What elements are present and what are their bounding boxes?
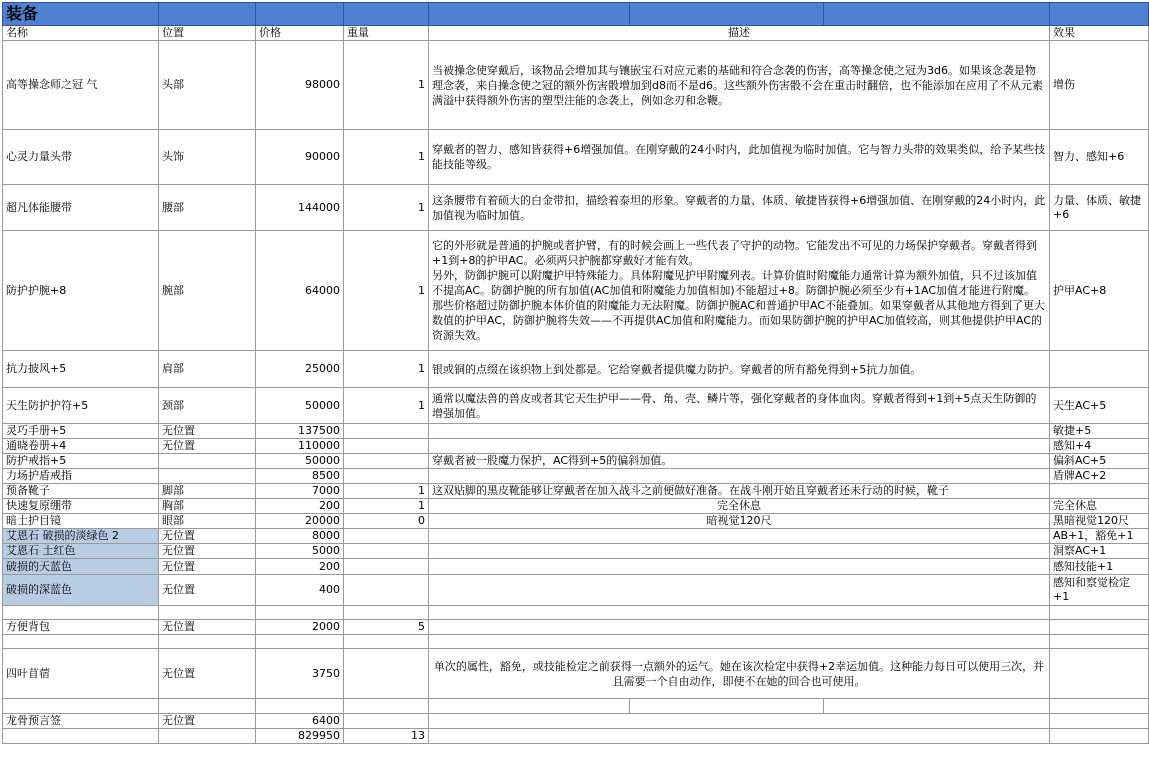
item-effect[interactable]: 感知和察觉检定+1: [1050, 575, 1149, 606]
blank-cell[interactable]: [3, 729, 159, 744]
table-row: [3, 185, 1149, 231]
blank-cell[interactable]: [1050, 729, 1149, 744]
item-description[interactable]: [429, 130, 1050, 185]
item-price[interactable]: 5000: [256, 544, 344, 559]
title-blank-cell[interactable]: [344, 3, 429, 26]
item-price[interactable]: 7000: [256, 484, 344, 499]
sheet-title[interactable]: 装备: [3, 3, 159, 26]
item-effect[interactable]: 洞察AC+1: [1050, 544, 1149, 559]
item-position[interactable]: 无位置: [159, 575, 256, 606]
item-description[interactable]: [429, 351, 1050, 388]
item-price[interactable]: 8000: [256, 529, 344, 544]
equipment-sheet: [2, 2, 1149, 744]
item-position[interactable]: 头饰: [159, 130, 256, 185]
table-row: [3, 529, 1149, 544]
item-description[interactable]: 穿戴者被一股魔力保护，AC得到+5的偏斜加值。: [429, 454, 1050, 469]
item-effect[interactable]: 盾牌AC+2: [1050, 469, 1149, 484]
item-name[interactable]: 高等操念师之冠 气: [3, 41, 159, 130]
item-effect[interactable]: 智力、感知+6: [1050, 130, 1149, 185]
table-row: [3, 41, 1149, 130]
item-description[interactable]: [429, 649, 1050, 699]
item-price[interactable]: 25000: [256, 351, 344, 388]
blank-cell[interactable]: [159, 635, 256, 649]
blank-cell[interactable]: [256, 635, 344, 649]
item-position[interactable]: 无位置: [159, 544, 256, 559]
item-description[interactable]: [429, 575, 1050, 606]
item-weight[interactable]: [344, 439, 429, 454]
item-effect[interactable]: 偏斜AC+5: [1050, 454, 1149, 469]
item-weight[interactable]: [344, 714, 429, 729]
table-row: [3, 130, 1149, 185]
item-position[interactable]: 无位置: [159, 620, 256, 635]
table-row: [3, 439, 1149, 454]
blank-cell[interactable]: [3, 606, 159, 620]
item-name[interactable]: 方便背包: [3, 620, 159, 635]
title-row: [3, 3, 1149, 26]
blank-cell[interactable]: [344, 635, 429, 649]
item-weight[interactable]: [344, 544, 429, 559]
item-position[interactable]: 头部: [159, 41, 256, 130]
item-name[interactable]: 龙骨预言签: [3, 714, 159, 729]
item-price[interactable]: 6400: [256, 714, 344, 729]
item-price[interactable]: 20000: [256, 514, 344, 529]
table-row: [3, 499, 1149, 514]
table-row: [3, 559, 1149, 575]
title-blank-cell[interactable]: [1050, 3, 1149, 26]
item-position[interactable]: 无位置: [159, 439, 256, 454]
blank-cell[interactable]: [429, 606, 1050, 620]
item-description[interactable]: 暗视觉120尺: [429, 514, 1050, 529]
blank-cell[interactable]: [429, 635, 1050, 649]
item-effect[interactable]: 感知技能+1: [1050, 559, 1149, 575]
item-price[interactable]: 400: [256, 575, 344, 606]
item-position[interactable]: 腕部: [159, 231, 256, 351]
item-weight[interactable]: [344, 529, 429, 544]
item-weight[interactable]: [344, 575, 429, 606]
item-name[interactable]: 破损的深蓝色: [3, 575, 159, 606]
item-price[interactable]: 98000: [256, 41, 344, 130]
item-description[interactable]: [429, 469, 1050, 484]
item-weight[interactable]: [344, 454, 429, 469]
item-effect[interactable]: 黑暗视觉120尺: [1050, 514, 1149, 529]
blank-cell[interactable]: [344, 699, 429, 714]
blank-cell[interactable]: [630, 699, 824, 714]
item-name[interactable]: 破损的天蓝色: [3, 559, 159, 575]
item-weight[interactable]: 5: [344, 620, 429, 635]
item-description-text: 银或铜的点缀在该织物上到处都是。它给穿戴者提供魔力防护。穿戴者的所有豁免得到+5抗力加值。: [432, 362, 922, 376]
blank-cell[interactable]: [824, 699, 1050, 714]
item-description-text: 这条腰带有着硕大的白金带扣，描绘着泰坦的形象。穿戴者的力量、体质、敏捷皆获得+6增强加值、在刚穿戴的24小时内，此加值视为临时加值。: [432, 193, 1046, 222]
item-position[interactable]: 无位置: [159, 649, 256, 699]
item-weight[interactable]: 1: [344, 231, 429, 351]
item-name[interactable]: 防护戒指+5: [3, 454, 159, 469]
title-blank-cell[interactable]: [824, 3, 1050, 26]
item-name[interactable]: 力场护盾戒指: [3, 469, 159, 484]
item-name[interactable]: 抗力披风+5: [3, 351, 159, 388]
item-position[interactable]: 无位置: [159, 714, 256, 729]
blank-cell[interactable]: [256, 606, 344, 620]
item-description[interactable]: 完全休息: [429, 499, 1050, 514]
item-weight[interactable]: 1: [344, 351, 429, 388]
item-position[interactable]: 肩部: [159, 351, 256, 388]
item-price[interactable]: 144000: [256, 185, 344, 231]
blank-row: [3, 635, 1149, 649]
table-row: [3, 620, 1149, 635]
item-price[interactable]: 2000: [256, 620, 344, 635]
item-effect[interactable]: 天生AC+5: [1050, 388, 1149, 424]
item-position[interactable]: [159, 469, 256, 484]
item-effect[interactable]: [1050, 620, 1149, 635]
title-blank-cell[interactable]: [429, 3, 630, 26]
item-description[interactable]: [429, 41, 1050, 130]
title-blank-cell[interactable]: [256, 3, 344, 26]
item-description-text: 它的外形就是普通的护腕或者护臂，有的时候会画上一些代表了守护的动物。它能发出不可见的力场保护穿戴者。穿戴者得到+1到+8的护甲AC。必须两只护腕都穿戴好才能有效。 另外，防御护腕可以附魔护甲特殊能力。具体附魔见护甲附魔列表。计算价值时附魔能力通常计算为额外加值，只不过该加值不提高AC。防御护腕的所有加值(AC加值和附魔能力加值相加)不能超过+8。防御护腕必须至少有+1AC加值才能进行附魔。那些价格超过防御护腕本体价值的附魔能力无法附魔。防御护腕AC和普通护甲AC不能叠加。如果穿戴者从其他地方得到了更大数值的护甲AC，防御护腕将失效——不再提供AC加值和附魔能力。而如果防御护腕的护甲AC加值较高，则其他提供护甲AC的资源失效。: [432, 239, 1046, 342]
item-position[interactable]: 脚部: [159, 484, 256, 499]
item-weight[interactable]: 1: [344, 185, 429, 231]
blank-cell[interactable]: [1050, 699, 1149, 714]
item-effect[interactable]: 增伤: [1050, 41, 1149, 130]
item-price[interactable]: 137500: [256, 424, 344, 439]
item-name[interactable]: 天生防护护符+5: [3, 388, 159, 424]
header-position[interactable]: 位置: [159, 26, 256, 41]
item-name[interactable]: 心灵力量头带: [3, 130, 159, 185]
item-effect[interactable]: 敏捷+5: [1050, 424, 1149, 439]
table-row: [3, 469, 1149, 484]
item-position[interactable]: 眼部: [159, 514, 256, 529]
table-row: [3, 351, 1149, 388]
item-price[interactable]: 90000: [256, 130, 344, 185]
item-name[interactable]: 防护护腕+8: [3, 231, 159, 351]
item-price[interactable]: 8500: [256, 469, 344, 484]
blank-cell[interactable]: [3, 699, 159, 714]
item-price[interactable]: 50000: [256, 454, 344, 469]
item-description[interactable]: [429, 424, 1050, 439]
item-weight[interactable]: 1: [344, 499, 429, 514]
item-name[interactable]: 暗士护目镜: [3, 514, 159, 529]
item-effect[interactable]: [1050, 649, 1149, 699]
item-description[interactable]: [429, 388, 1050, 424]
item-effect[interactable]: 感知+4: [1050, 439, 1149, 454]
item-description-text: 通常以魔法兽的兽皮或者其它天生护甲——骨、角、壳、鳞片等，强化穿戴者的身体血肉。穿戴者得到+1到+5点天生防御的增强加值。: [432, 391, 1037, 420]
total-price[interactable]: 829950: [256, 729, 344, 744]
item-price[interactable]: 64000: [256, 231, 344, 351]
blank-cell[interactable]: [3, 635, 159, 649]
item-name[interactable]: 灵巧手册+5: [3, 424, 159, 439]
item-name[interactable]: 艾恩石 破损的淡绿色 2: [3, 529, 159, 544]
header-name[interactable]: 名称: [3, 26, 159, 41]
item-name[interactable]: 四叶苜蓿: [3, 649, 159, 699]
item-effect[interactable]: 力量、体质、敏捷+6: [1050, 185, 1149, 231]
item-weight[interactable]: 1: [344, 41, 429, 130]
item-effect[interactable]: 护甲AC+8: [1050, 231, 1149, 351]
item-position[interactable]: 无位置: [159, 529, 256, 544]
item-effect[interactable]: [1050, 484, 1149, 499]
item-position[interactable]: 无位置: [159, 559, 256, 575]
blank-row: [3, 699, 1149, 714]
blank-cell[interactable]: [256, 699, 344, 714]
header-price[interactable]: 价格: [256, 26, 344, 41]
item-position[interactable]: [159, 454, 256, 469]
table-row: [3, 454, 1149, 469]
item-description[interactable]: [429, 620, 1050, 635]
item-price[interactable]: 200: [256, 499, 344, 514]
table-row: [3, 514, 1149, 529]
item-description[interactable]: [429, 559, 1050, 575]
item-description[interactable]: [429, 231, 1050, 351]
blank-cell[interactable]: [429, 699, 630, 714]
item-name[interactable]: 快速复原绷带: [3, 499, 159, 514]
item-weight[interactable]: [344, 424, 429, 439]
item-position[interactable]: 胸部: [159, 499, 256, 514]
item-description[interactable]: [429, 544, 1050, 559]
item-description-text: 单次的属性，豁免，或技能检定之前获得一点额外的运气。她在该次检定中获得+2幸运加值。这种能力每日可以使用三次，并且需要一个自由动作，即使不在她的回合也可使用。: [433, 659, 1045, 688]
item-weight[interactable]: [344, 469, 429, 484]
item-name[interactable]: 超凡体能腰带: [3, 185, 159, 231]
item-price[interactable]: 50000: [256, 388, 344, 424]
header-effect[interactable]: 效果: [1050, 26, 1149, 41]
total-weight[interactable]: 13: [344, 729, 429, 744]
table-row: [3, 649, 1149, 699]
header-description[interactable]: 描述: [429, 26, 1050, 41]
item-price[interactable]: 200: [256, 559, 344, 575]
table-row: [3, 231, 1149, 351]
blank-cell[interactable]: [1050, 635, 1149, 649]
blank-row: [3, 606, 1149, 620]
item-price[interactable]: 110000: [256, 439, 344, 454]
table-row: [3, 575, 1149, 606]
table-row: [3, 424, 1149, 439]
item-position[interactable]: 无位置: [159, 424, 256, 439]
item-effect[interactable]: [1050, 714, 1149, 729]
item-description[interactable]: [429, 185, 1050, 231]
item-description[interactable]: 这双贴脚的黑皮靴能够让穿戴者在加入战斗之前便做好准备。在战斗刚开始且穿戴者还未行动的时候，靴子: [429, 484, 1050, 499]
item-name[interactable]: 预备靴子: [3, 484, 159, 499]
item-weight[interactable]: 0: [344, 514, 429, 529]
table-row: [3, 484, 1149, 499]
table-row: [3, 544, 1149, 559]
item-position[interactable]: 腰部: [159, 185, 256, 231]
item-weight[interactable]: 1: [344, 130, 429, 185]
table-row: [3, 714, 1149, 729]
header-row: [3, 26, 1149, 41]
blank-cell[interactable]: [344, 606, 429, 620]
item-effect[interactable]: 完全休息: [1050, 499, 1149, 514]
item-weight[interactable]: 1: [344, 388, 429, 424]
item-description-text: 当被操念使穿戴后，该物品会增加其与镶嵌宝石对应元素的基础和符合念袭的伤害，高等操念使之冠为3d6。如果该念袭是物理念袭，来自操念使之冠的额外伤害骰增加到d8而不是d6。这些额外伤害骰不会在重击时翻倍，也不能添加在应用了不从元素满溢中获得额外伤害的塑型注能的念袭上，例如念刃和念鞭。: [432, 63, 1043, 107]
header-weight[interactable]: 重量: [344, 26, 429, 41]
item-weight[interactable]: [344, 559, 429, 575]
item-weight[interactable]: [344, 649, 429, 699]
table-row: [3, 388, 1149, 424]
item-effect[interactable]: [1050, 351, 1149, 388]
blank-cell[interactable]: [159, 699, 256, 714]
item-price[interactable]: 3750: [256, 649, 344, 699]
item-description[interactable]: [429, 439, 1050, 454]
item-description[interactable]: [429, 714, 1050, 729]
blank-cell[interactable]: [429, 729, 1050, 744]
totals-row: [3, 729, 1149, 744]
item-weight[interactable]: 1: [344, 484, 429, 499]
item-position[interactable]: 颈部: [159, 388, 256, 424]
item-name[interactable]: 艾恩石 土红色: [3, 544, 159, 559]
item-description[interactable]: [429, 529, 1050, 544]
title-blank-cell[interactable]: [630, 3, 824, 26]
item-description-text: 穿戴者的智力、感知皆获得+6增强加值。在刚穿戴的24小时内，此加值视为临时加值。它与智力头带的效果类似，给予某些技能技能等级。: [432, 143, 1046, 171]
item-name[interactable]: 通晓卷册+4: [3, 439, 159, 454]
item-effect[interactable]: AB+1，豁免+1: [1050, 529, 1149, 544]
blank-cell[interactable]: [1050, 606, 1149, 620]
blank-cell[interactable]: [159, 729, 256, 744]
title-blank-cell[interactable]: [159, 3, 256, 26]
blank-cell[interactable]: [159, 606, 256, 620]
